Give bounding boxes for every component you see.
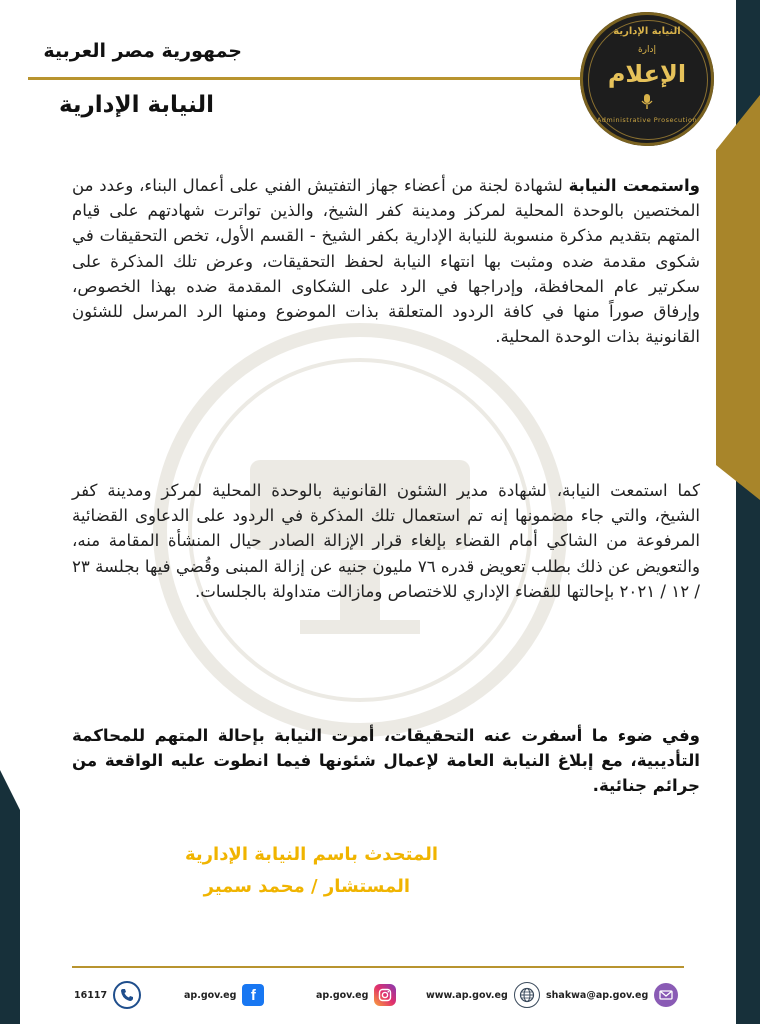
- facebook-icon: f: [242, 984, 264, 1006]
- instagram-icon: [374, 984, 396, 1006]
- logo-bottom-text: Administrative Prosecution: [596, 116, 698, 124]
- signature-name: المستشار / محمد سمير: [203, 876, 410, 897]
- right-gold-band: [716, 95, 760, 500]
- paragraph-3: وفي ضوء ما أسفرت عنه التحقيقات، أمرت النيابة بإحالة المتهم للمحاكمة التأديبية، مع إبلاغ النيابة العامة لإعمال شئونها فيما انطوت عليه الواقعة من جرائم جنائية.: [72, 726, 700, 796]
- logo-dept-main: الإعلام: [607, 60, 687, 88]
- authority-title: النيابة الإدارية: [58, 92, 214, 118]
- signature-title: المتحدث باسم النيابة الإدارية: [184, 844, 438, 865]
- facebook-handle: ap.gov.eg: [184, 989, 237, 1001]
- phone-number: 16117: [74, 989, 108, 1001]
- media-department-logo: [580, 12, 714, 146]
- microphone-icon: [641, 94, 653, 110]
- footer-website[interactable]: [426, 984, 540, 1006]
- country-title: جمهورية مصر العربية: [43, 40, 242, 62]
- footer-divider: [72, 966, 684, 968]
- paragraph-2: كما استمعت النيابة، لشهادة مدير الشئون القانونية بالوحدة المحلية لمركز ومدينة كفر الشيخ، والتي جاء مضمونها إنه تم استعمال تلك المذكرة في الردود على الدعاوى القضائية المرفوعة من الشاكي أمام القضاء بإلغاء قرار الإزالة الصادر حيال المنشأة المقامة منه، والتعويض عن ذلك بطلب تعويض قدره ٧٦ مليون جنيه عن إزالة المبنى وقُضي فيها بجلسة ٢٣ / ١٢ / ٢٠٢١ بإحالتها للقضاء الإداري للاختصاص ومازالت متداولة بالجلسات.: [72, 481, 700, 601]
- footer-email[interactable]: [546, 984, 678, 1006]
- instagram-handle: ap.gov.eg: [316, 989, 369, 1001]
- header-divider: [28, 77, 588, 80]
- email-address: shakwa@ap.gov.eg: [546, 989, 649, 1001]
- email-icon: [654, 983, 678, 1007]
- left-navy-strip: [0, 770, 20, 1024]
- paragraph-1-text: لشهادة لجنة من أعضاء جهاز التفتيش الفني على أعمال البناء، وعدد من المختصين بالوحدة المحلية لمركز ومدينة كفر الشيخ، والذين تواترت شهادتهم على قيام المتهم بتقديم مذكرة منسوبة للنيابة الإدارية بكفر الشيخ - القسم الأول، تخص التحقيقات في شكوى مقدمة ضده ومثبت بها انتهاء النيابة لحفظ التحقيقات، وعرض تلك المذكرة على سكرتير عام المحافظة، وإدراجها في الرد على الشكاوى المقدمة ضده بهذا الخصوص، وإرفاق صوراً منها في كافة الردود المتعلقة بذات الموضوع ومنها الرد المرسل للشئون القانونية بذات الوحدة المحلية.: [72, 176, 700, 347]
- logo-dept-small: إدارة: [637, 45, 657, 55]
- paragraph-1-lead: واستمعت النيابة: [568, 176, 700, 195]
- website-url: www.ap.gov.eg: [426, 989, 508, 1001]
- footer-instagram[interactable]: [316, 984, 396, 1006]
- footer-facebook[interactable]: [184, 984, 264, 1006]
- logo-top-text: النيابة الإدارية: [613, 26, 681, 37]
- paragraph-1: [72, 173, 700, 349]
- footer-phone[interactable]: [74, 984, 141, 1006]
- phone-icon: [113, 981, 141, 1009]
- globe-icon: [514, 982, 540, 1008]
